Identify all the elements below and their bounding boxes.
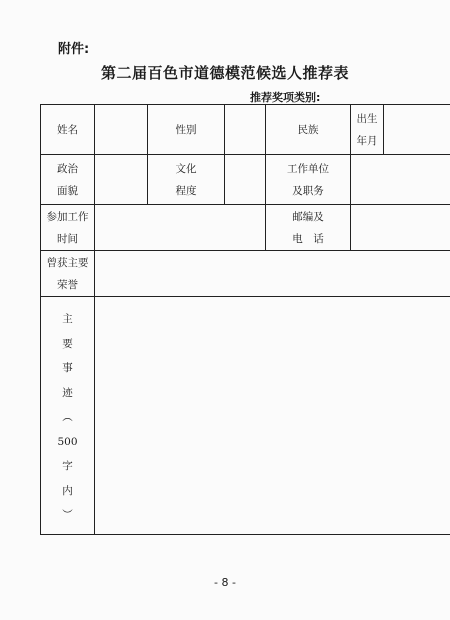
award-type-label: 推荐奖项类别:: [250, 91, 321, 104]
honors-field[interactable]: [95, 251, 450, 297]
table-row: [41, 105, 450, 155]
work-unit-field[interactable]: [351, 155, 450, 205]
political-status-field[interactable]: [95, 155, 148, 205]
birth-date-field[interactable]: [384, 105, 450, 155]
table-row: [41, 297, 450, 535]
postcode-phone-field[interactable]: [351, 205, 450, 251]
gender-field[interactable]: [225, 105, 266, 155]
table-row: [41, 155, 450, 205]
table-row: [41, 205, 450, 251]
work-start-time-field[interactable]: [95, 205, 266, 251]
political-status-label: 政治 面貌: [41, 155, 95, 205]
honors-label: 曾获主要 荣誉: [41, 251, 95, 297]
document-title: 第二届百色市道德模范候选人推荐表: [100, 64, 349, 82]
birth-date-label: 出生 年月: [351, 105, 384, 155]
attachment-label: 附件:: [58, 42, 90, 57]
name-label: 姓名: [41, 105, 95, 155]
main-deeds-label: 主 要 事 迹 ︵ 500 字 内 ︶: [41, 297, 95, 535]
postcode-phone-label: 邮编及 电 话: [266, 205, 351, 251]
page-number: - 8 -: [214, 576, 236, 589]
table-row: [41, 251, 450, 297]
education-label: 文化 程度: [148, 155, 225, 205]
work-start-time-label: 参加工作 时间: [41, 205, 95, 251]
work-unit-label: 工作单位 及职务: [266, 155, 351, 205]
main-deeds-field[interactable]: [95, 297, 450, 535]
gender-label: 性别: [148, 105, 225, 155]
name-field[interactable]: [95, 105, 148, 155]
ethnicity-label: 民族: [266, 105, 351, 155]
recommendation-form-table: [40, 104, 450, 535]
education-field[interactable]: [225, 155, 266, 205]
